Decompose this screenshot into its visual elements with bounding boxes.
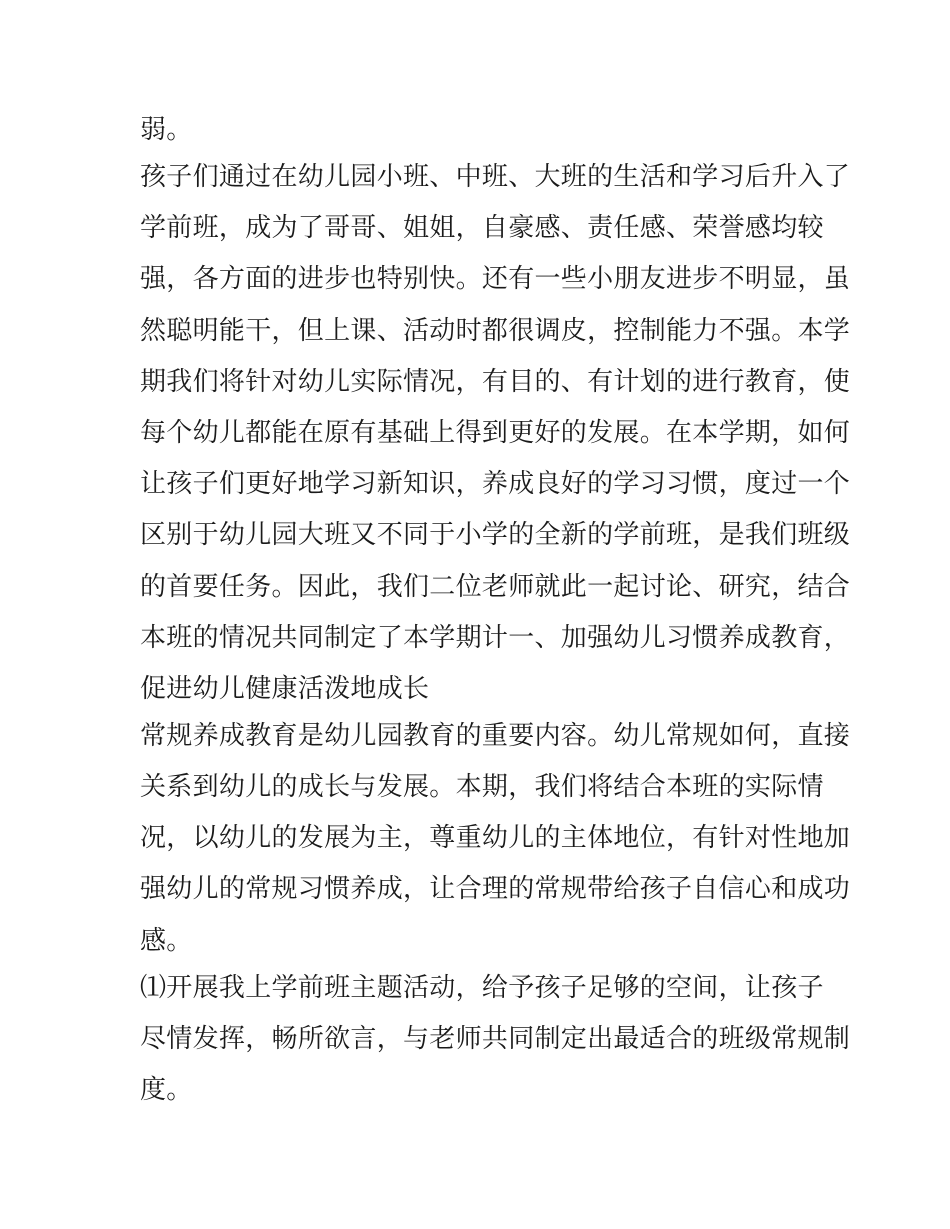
text-line: 度。 — [140, 1075, 193, 1105]
text-line: 促进幼儿健康活泼地成长 — [140, 673, 430, 704]
text-line: 况，以幼儿的发展为主，尊重幼儿的主体地位，有针对性地加 — [140, 823, 851, 854]
text-line: 尽情发挥，畅所欲言，与老师共同制定出最适合的班级常规制 — [140, 1023, 851, 1054]
text-line: 期我们将针对幼儿实际情况，有目的、有计划的进行教育，使 — [140, 366, 851, 397]
text-line: 本班的情况共同制定了本学期计一、加强幼儿习惯养成教育， — [140, 622, 851, 653]
text-line: 然聪明能干，但上课、活动时都很调皮，控制能力不强。本学 — [140, 315, 851, 346]
text-line: 弱。 — [140, 115, 193, 145]
text-line: 每个幼儿都能在原有基础上得到更好的发展。在本学期，如何 — [140, 417, 851, 448]
text-line: 关系到幼儿的成长与发展。本期，我们将结合本班的实际情 — [140, 772, 824, 803]
text-line: 强，各方面的进步也特别快。还有一些小朋友进步不明显，虽 — [140, 264, 851, 295]
text-line: 让孩子们更好地学习新知识，养成良好的学习习惯，度过一个 — [140, 469, 851, 500]
text-line: 的首要任务。因此，我们二位老师就此一起讨论、研究，结合 — [140, 571, 851, 602]
text-line: 孩子们通过在幼儿园小班、中班、大班的生活和学习后升入了 — [140, 162, 851, 192]
text-line: 强幼儿的常规习惯养成，让合理的常规带给孩子自信心和成功 — [140, 874, 851, 905]
text-line: 区别于幼儿园大班又不同于小学的全新的学前班，是我们班级 — [140, 520, 851, 551]
text-line: 常规养成教育是幼儿园教育的重要内容。幼儿常规如何，直接 — [140, 720, 851, 751]
document-body — [140, 107, 851, 1118]
text-line: 感。 — [140, 925, 193, 956]
text-line: 学前班，成为了哥哥、姐姐，自豪感、责任感、荣誉感均较 — [140, 213, 824, 244]
text-line: ⑴开展我上学前班主题活动，给予孩子足够的空间，让孩子 — [140, 972, 824, 1003]
